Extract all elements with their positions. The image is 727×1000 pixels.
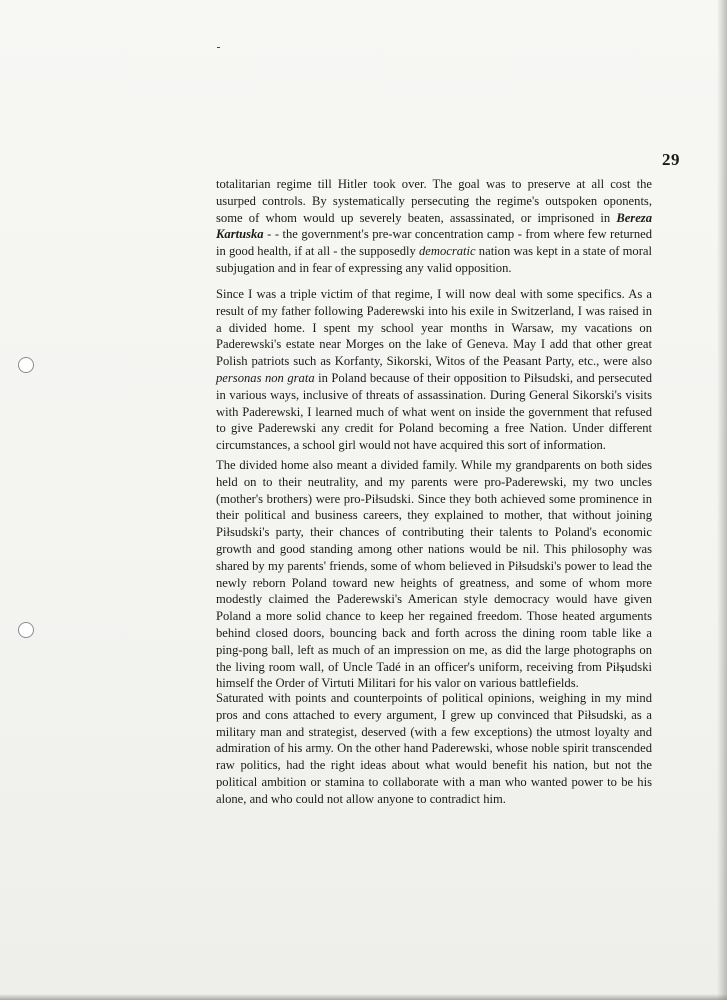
binder-hole-bottom <box>18 622 34 638</box>
page-edge-shadow <box>717 0 727 1000</box>
page-number: 29 <box>662 150 680 169</box>
paragraph-2-personas-non-grata: personas non grata <box>216 370 315 385</box>
paragraph-1-text-3: nation was kept in a state of moral subjugation and in fear of expressing any valid opposition. <box>216 244 653 275</box>
page-bottom-shadow <box>0 994 727 1000</box>
paragraph-1 <box>216 176 652 277</box>
paragraph-1-democratic: democratic <box>418 244 476 259</box>
paragraph-3 <box>216 457 652 692</box>
paragraph-2-text-2: in Poland because of their opposition to Piłsudski, and persecuted in various ways, inclusive of threats of assassination. During General Sikorski's visits with Paderewski, I learned much of what went on inside the government that refused to give Paderewski any credit for Poland becoming a free Nation. Under different circumstances, a school girl would not have acquired this sort of information. <box>216 370 652 453</box>
paragraph-1-text-1: totalitarian regime till Hitler took over. The goal was to preserve at all cost the usurped controls. By systematically persecuting the regime's outspoken oponents, some of whom would up severely beaten, assassinated, or imprisoned in <box>216 177 652 225</box>
paragraph-4-text-1: Saturated with points and counterpoints of political opinions, weighing in my mind pros and cons attached to every argument, I grew up convinced that Piłsudski, as a military man and strategist, deserved (with a few exceptions) the utmost loyalty and admiration of his army. On the other hand Paderewski, whose noble spirit transcended raw politics, had the right ideas about what would benefit his nation, but not the political ambition or stamina to collaborate with a man who wanted power to be his alone, and who could not allow anyone to contradict him. <box>216 691 652 806</box>
paragraph-2 <box>216 286 652 454</box>
binder-hole-top <box>18 357 34 373</box>
paragraph-1-bereza-kartuska: Bereza Kartuska <box>216 210 652 242</box>
paper-speck <box>217 47 220 48</box>
paragraph-3-text-1: The divided home also meant a divided family. While my grandparents on both sides held on to their neutrality, and my parents were pro-Paderewski, my two uncles (mother's brothers) were pro-Piłsudski. Since they both achieved some prominence in their political and business careers, they explained to mother, that without joining Piłsudski's party, their chances of contributing their talents to Poland's economic growth and good standing among other nations would be nil. This philosophy was shared by my parents' friends, some of whom believed in Piłsudski's power to lead the newly reborn Poland toward new heights of greatness, and some of whom more modestly claimed the Paderewski's American style democracy would have given Poland a more solid chance to keep her regained freedom. Those heated arguments behind closed doors, bouncing back and forth across the dining room table like a ping-pong ball, left as much of an impression on me, as did the large photographs on the living room wall, of Uncle Tadé in an officer's uniform, receiving from Piłsudski himself the Order of Virtuti Militari for his valor on various battlefields. <box>216 458 652 691</box>
paragraph-1-text-2: - - the government's pre-war concentration camp - from where few returned in good health, if at all - the supposedly <box>216 227 652 259</box>
paragraph-4 <box>216 690 652 808</box>
paragraph-2-text-1: Since I was a triple victim of that regime, I will now deal with some specifics. As a result of my father following Paderewski into his exile in Switzerland, I was raised in a divided home. I spent my school year months in Warsaw, my vacations on Paderewski's estate near Morges on the lake of Geneva. May I add that other great Polish patriots such as Korfanty, Sikorski, Witos of the Peasant Party, etc., were also <box>216 287 652 369</box>
